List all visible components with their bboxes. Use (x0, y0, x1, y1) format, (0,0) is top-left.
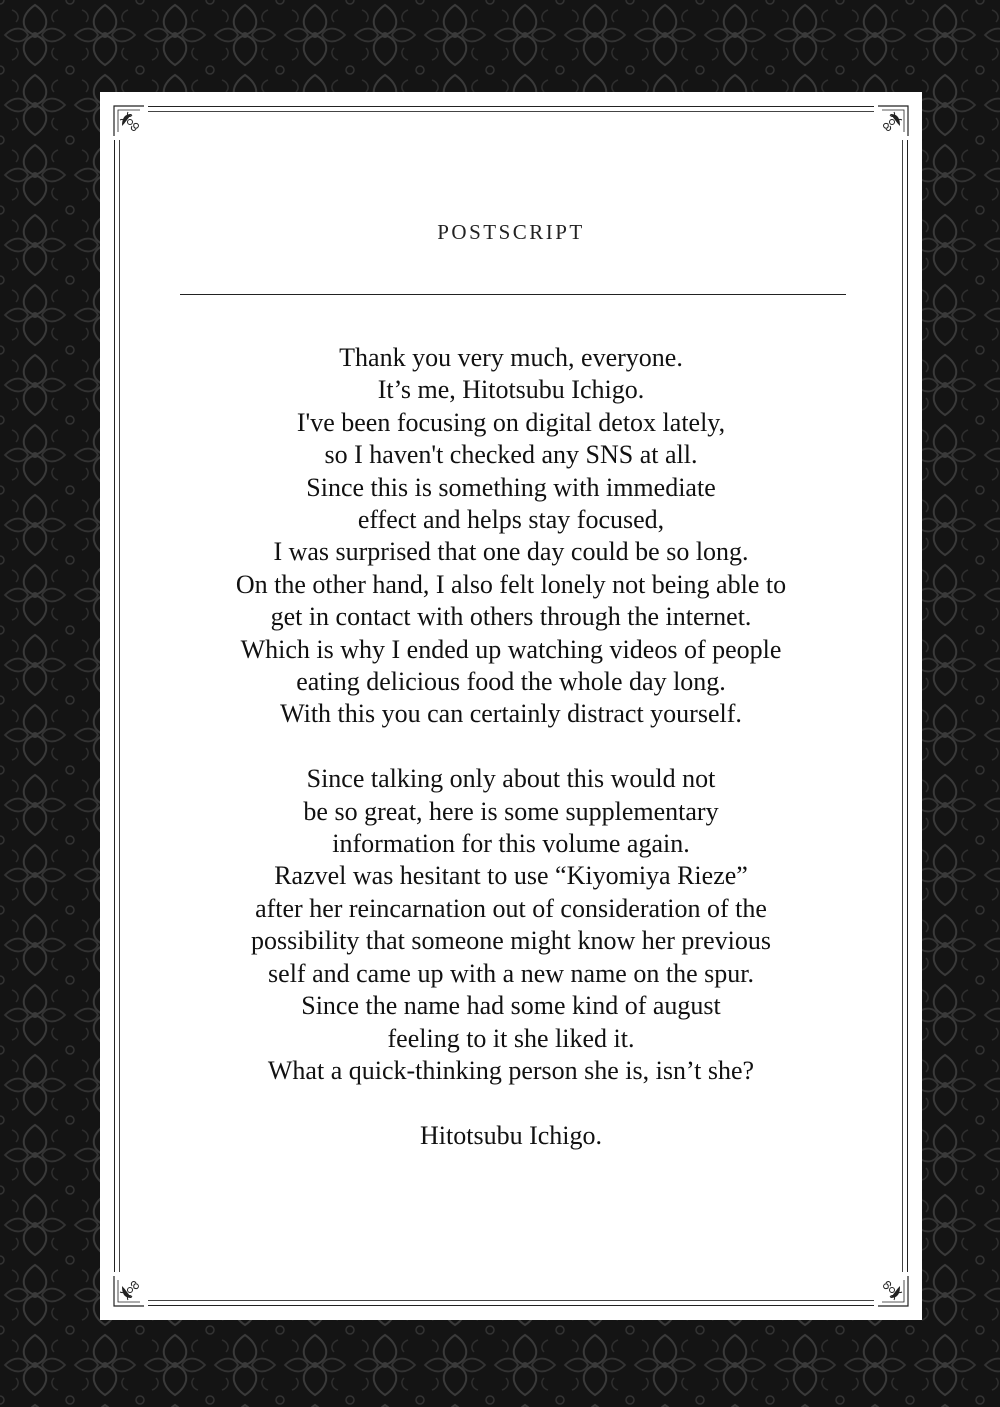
paragraph-gap (140, 1087, 882, 1119)
corner-ornament-icon (110, 102, 148, 140)
text-line: I was surprised that one day could be so long. (273, 537, 749, 567)
text-line: so I haven't checked any SNS at all. (324, 440, 698, 470)
paragraph-gap (140, 731, 882, 763)
text-line: With this you can certainly distract yourself. (280, 699, 742, 729)
text-line: after her reincarnation out of consideration of the (255, 893, 767, 923)
postscript-body (140, 342, 882, 1152)
title-divider (180, 294, 846, 295)
text-line: possibility that someone might know her previous (251, 926, 771, 956)
text-line: Since the name had some kind of august (301, 991, 721, 1021)
corner-ornament-icon (874, 102, 912, 140)
author-signature: Hitotsubu Ichigo. (420, 1120, 602, 1150)
text-line: I've been focusing on digital detox lately, (296, 407, 726, 437)
postscript-page (100, 92, 922, 1320)
text-line: effect and helps stay focused, (357, 505, 665, 535)
text-line: eating delicious food the whole day long. (296, 667, 726, 697)
corner-ornament-icon (874, 1272, 912, 1310)
text-line: Thank you very much, everyone. (339, 343, 683, 372)
text-line: Razvel was hesitant to use “Kiyomiya Rieze” (274, 861, 748, 891)
text-line: get in contact with others through the internet. (270, 602, 752, 632)
page-title: POSTSCRIPT (437, 220, 585, 244)
text-line: feeling to it she liked it. (387, 1023, 635, 1053)
text-line: On the other hand, I also felt lonely not being able to (235, 569, 787, 599)
text-line: be so great, here is some supplementary (303, 796, 719, 826)
corner-ornament-icon (110, 1272, 148, 1310)
text-line: Which is why I ended up watching videos of people (240, 634, 782, 664)
text-line: information for this volume again. (332, 829, 690, 859)
text-line: It’s me, Hitotsubu Ichigo. (377, 375, 645, 405)
text-line: Since this is something with immediate (306, 472, 716, 502)
text-line: Since talking only about this would not (306, 764, 716, 794)
text-line: What a quick-thinking person she is, isn’t she? (267, 1055, 755, 1085)
text-line: self and came up with a new name on the spur. (268, 958, 754, 988)
